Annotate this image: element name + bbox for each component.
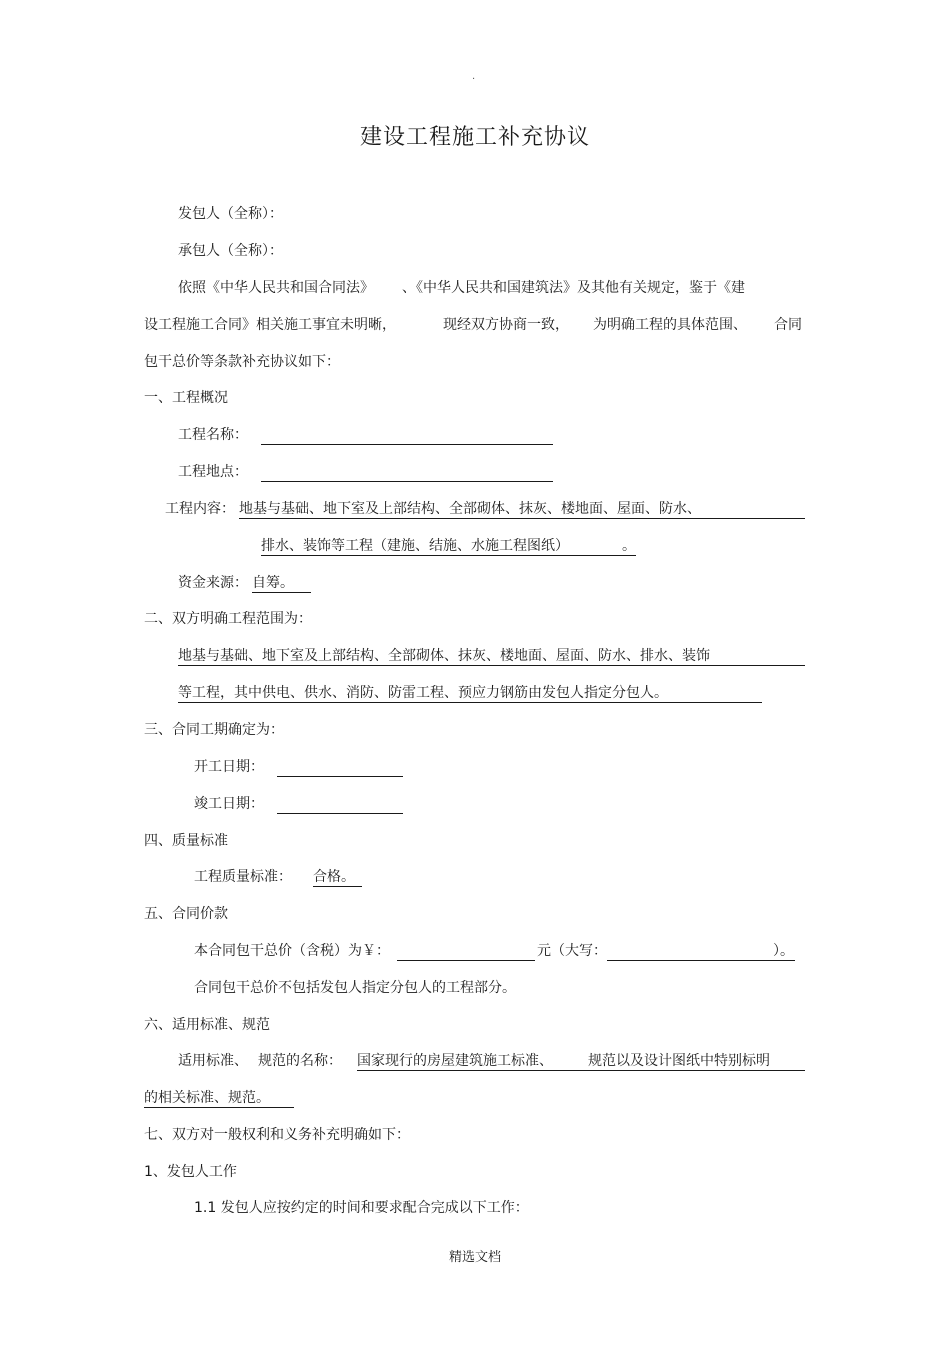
project-content-underline-1 [239,518,805,519]
end-date-blank[interactable] [277,813,403,814]
intro-line-1b: 、《中华人民共和国建筑法》及其他有关规定，鉴于《建 [402,280,745,296]
standards-underline-2 [144,1107,294,1108]
project-location-label: 工程地点： [178,464,248,480]
price-amount-blank[interactable] [397,960,535,961]
standards-label-2: 规范的名称： [258,1053,342,1069]
section-4-heading: 四、质量标准 [144,833,228,849]
start-date-label: 开工日期： [194,759,264,775]
project-content-line-2: 排水、装饰等工程（建施、结施、水施工程图纸） [261,538,569,554]
section-5-heading: 五、合同价款 [144,906,228,922]
section-1-heading: 一、工程概况 [144,390,228,406]
contractor-label: 承包人（全称）： [178,243,283,259]
subsection-1-1: 1.1 发包人应按约定的时间和要求配合完成以下工作： [194,1200,529,1216]
header-dot: . [472,71,476,82]
standards-label: 适用标准、 [178,1053,248,1069]
employer-label: 发包人（全称）： [178,206,283,222]
price-words-blank[interactable] [607,960,771,961]
project-name-blank[interactable] [261,444,553,445]
scope-underline-2 [178,702,762,703]
quality-value: 合格。 [313,869,355,885]
scope-line-1: 地基与基础、地下室及上部结构、全部砌体、抹灰、楼地面、屋面、防水、排水、装饰 [178,648,710,664]
project-location-blank[interactable] [261,481,553,482]
intro-line-2d: 合同 [774,317,802,333]
end-date-label: 竣工日期： [194,796,264,812]
intro-line-3: 包干总价等条款补充协议如下： [144,354,340,370]
page-footer: 精选文档 [448,1250,501,1265]
intro-line-2a: 设工程施工合同》相关施工事宜未明晰， [144,317,396,333]
page-title: 建设工程施工补充协议 [359,125,590,150]
intro-line-2b: 现经双方协商一致， [443,317,569,333]
standards-value-1: 国家现行的房屋建筑施工标准、 [357,1053,553,1069]
price-yuan-label: 元（大写： [537,943,607,959]
section-3-heading: 三、合同工期确定为： [144,722,284,738]
price-label: 本合同包干总价（含税）为￥： [194,943,390,959]
project-content-line-2-end: 。 [622,538,636,554]
price-tail-underline [771,960,795,961]
subsection-1-heading: 1、发包人工作 [144,1164,237,1180]
standards-underline-1 [357,1070,805,1071]
scope-underline-1 [178,665,805,666]
intro-line-2c: 为明确工程的具体范围、 [593,317,747,333]
quality-label: 工程质量标准： [194,869,292,885]
project-content-line-1: 地基与基础、地下室及上部结构、全部砌体、抹灰、楼地面、屋面、防水、 [239,501,701,517]
start-date-blank[interactable] [277,776,403,777]
funding-underline [252,592,311,593]
section-2-heading: 二、双方明确工程范围为： [144,611,312,627]
price-close: ）。 [773,943,794,959]
project-name-label: 工程名称： [178,427,248,443]
funding-label: 资金来源： [178,575,248,591]
standards-value-2: 规范以及设计图纸中特别标明 [588,1053,770,1069]
section-6-heading: 六、适用标准、规范 [144,1017,270,1033]
standards-value-3: 的相关标准、规范。 [144,1090,270,1106]
project-content-label: 工程内容： [165,501,235,517]
funding-value: 自筹。 [252,575,294,591]
section-7-heading: 七、双方对一般权利和义务补充明确如下： [144,1127,410,1143]
quality-underline [313,886,362,887]
intro-line-1a: 依照《中华人民共和国合同法》 [178,280,374,296]
scope-line-2: 等工程，其中供电、供水、消防、防雷工程、预应力钢筋由发包人指定分包人。 [178,685,668,701]
project-content-underline-2 [261,555,636,556]
price-note: 合同包干总价不包括发包人指定分包人的工程部分。 [194,980,516,996]
